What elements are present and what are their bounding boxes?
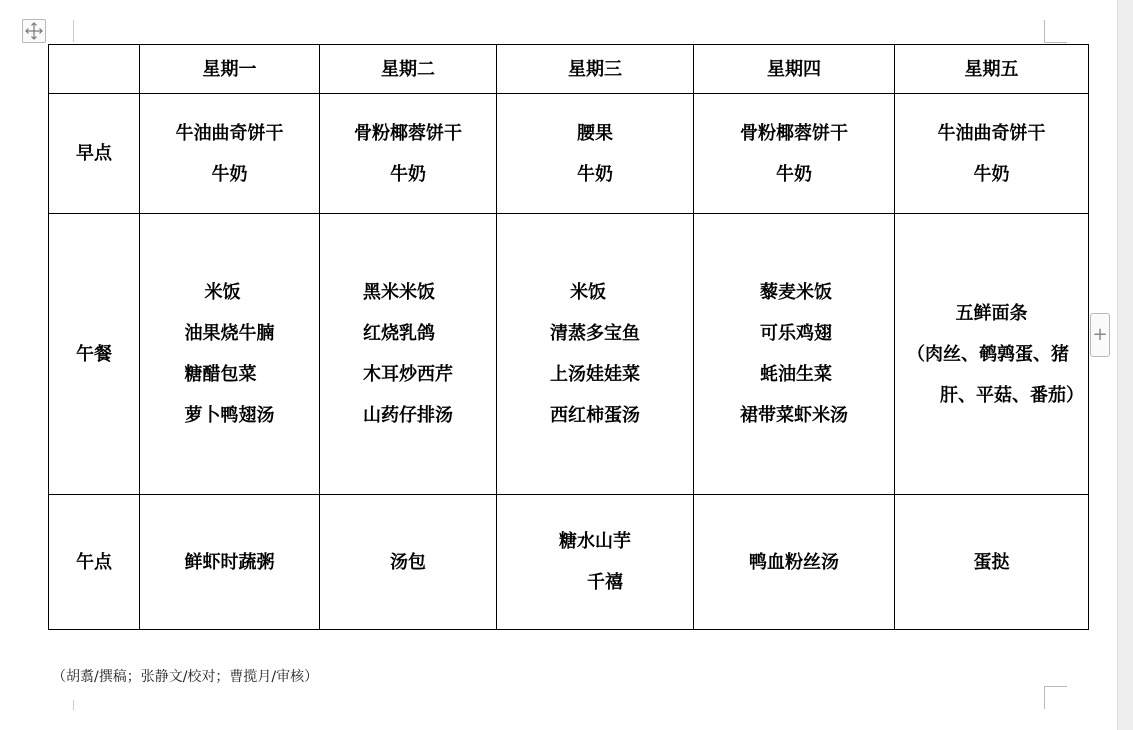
day-header: 星期四 (694, 45, 895, 94)
table-move-handle[interactable] (22, 19, 46, 43)
menu-cell: 骨粉椰蓉饼干 牛奶 (320, 94, 497, 214)
menu-cell: 汤包 (320, 495, 497, 630)
afternoon-snack-row (49, 495, 1089, 630)
meal-label: 早点 (49, 94, 140, 214)
menu-cell: 糖水山芋 千禧 (497, 495, 694, 630)
day-header: 星期五 (895, 45, 1089, 94)
credits-line: （胡翥/撰稿；张静文/校对；曹揽月/审核） (52, 669, 319, 685)
margin-mark (73, 20, 74, 42)
menu-cell: 骨粉椰蓉饼干 牛奶 (694, 94, 895, 214)
menu-cell: 鸭血粉丝汤 (694, 495, 895, 630)
menu-cell: 牛油曲奇饼干 牛奶 (140, 94, 320, 214)
margin-mark (73, 700, 74, 710)
day-header: 星期三 (497, 45, 694, 94)
day-header: 星期一 (140, 45, 320, 94)
menu-cell: 米饭 清蒸多宝鱼 上汤娃娃菜 西红柿蛋汤 (497, 214, 694, 495)
meal-label: 午餐 (49, 214, 140, 495)
plus-icon: + (1092, 324, 1108, 345)
menu-cell: 黑米米饭 红烧乳鸽 木耳炒西芹 山药仔排汤 (320, 214, 497, 495)
menu-cell: 腰果 牛奶 (497, 94, 694, 214)
menu-cell: 蛋挞 (895, 495, 1089, 630)
menu-cell: 五鲜面条 （肉丝、鹌鹑蛋、猪 肝、平菇、番茄） (895, 214, 1089, 495)
weekly-menu-table (48, 44, 1089, 630)
move-icon (23, 20, 45, 42)
menu-cell: 米饭 油果烧牛腩 糖醋包菜 萝卜鸭翅汤 (140, 214, 320, 495)
menu-cell: 藜麦米饭 可乐鸡翅 蚝油生菜 裙带菜虾米汤 (694, 214, 895, 495)
menu-cell: 牛油曲奇饼干 牛奶 (895, 94, 1089, 214)
breakfast-row (49, 94, 1089, 214)
scrollbar-gutter[interactable] (1117, 0, 1133, 730)
page-corner-mark (1044, 686, 1067, 709)
meal-label: 午点 (49, 495, 140, 630)
menu-cell: 鲜虾时蔬粥 (140, 495, 320, 630)
page-corner-mark (1044, 20, 1067, 43)
lunch-row (49, 214, 1089, 495)
day-header: 星期二 (320, 45, 497, 94)
add-row-button[interactable] (1090, 313, 1110, 357)
header-row (49, 45, 1089, 94)
corner-cell (49, 45, 140, 94)
